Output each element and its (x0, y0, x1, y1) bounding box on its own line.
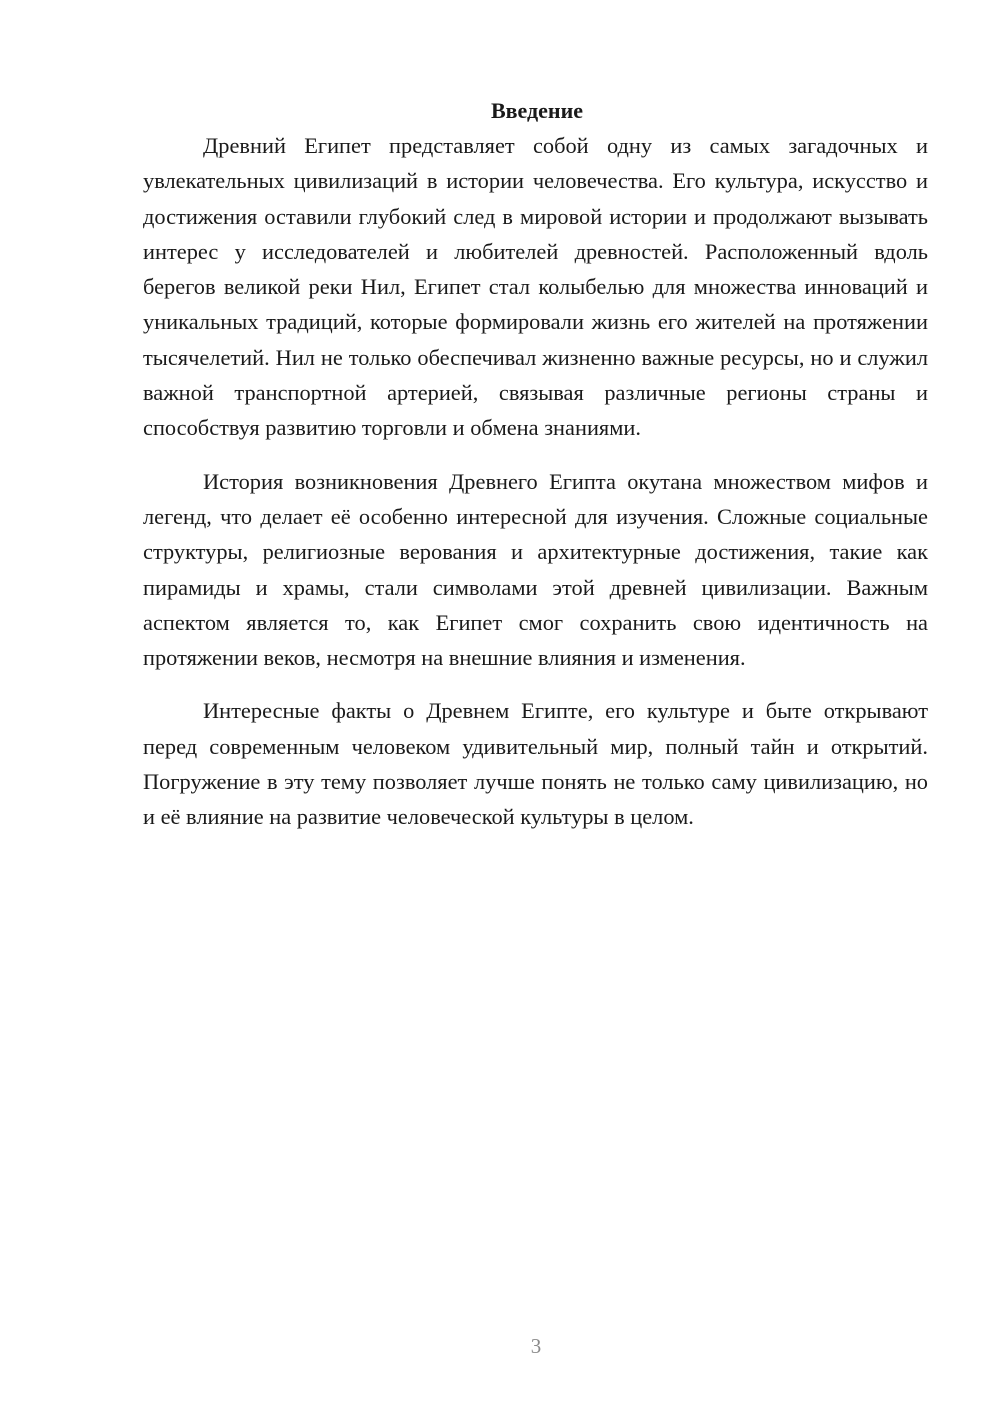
page-number: 3 (530, 1334, 542, 1358)
paragraph-3: Интересные факты о Древнем Египте, его культуре и быте открывают перед современным человеком удивительный мир, полный тайн и открытий. Погружение в эту тему позволяет лучше понять не только саму цивилизацию, но и её влияние на развитие человеческой культуры в целом. (143, 698, 928, 830)
page-body (143, 96, 928, 835)
paragraph-2: История возникновения Древнего Египта окутана множеством мифов и легенд, что делает её особенно интересной для изучения. Сложные социальные структуры, религиозные верования и архитектурные достижения, такие как пирамиды и храмы, стали символами этой древней цивилизации. Важным аспектом является то, как Египет смог сохранить свою идентичность на протяжении веков, несмотря на внешние влияния и изменения. (143, 468, 928, 671)
section-heading: Введение (490, 98, 584, 123)
paragraph-1: Древний Египет представляет собой одну из самых загадочных и увлекательных цивилизаций в истории человечества. Его культура, искусство и достижения оставили глубокий след в мировой истории и продолжают вызывать интерес у исследователей и любителей древностей. Расположенный вдоль берегов великой реки Нил, Египет стал колыбелью для множества инноваций и уникальных традиций, которые формировали жизнь его жителей на протяжении тысячелетий. Нил не только обеспечивал жизненно важные ресурсы, но и служил важной транспортной артерией, связывая различные регионы страны и способствуя развитию торговли и обмена знаниями. (143, 133, 928, 441)
